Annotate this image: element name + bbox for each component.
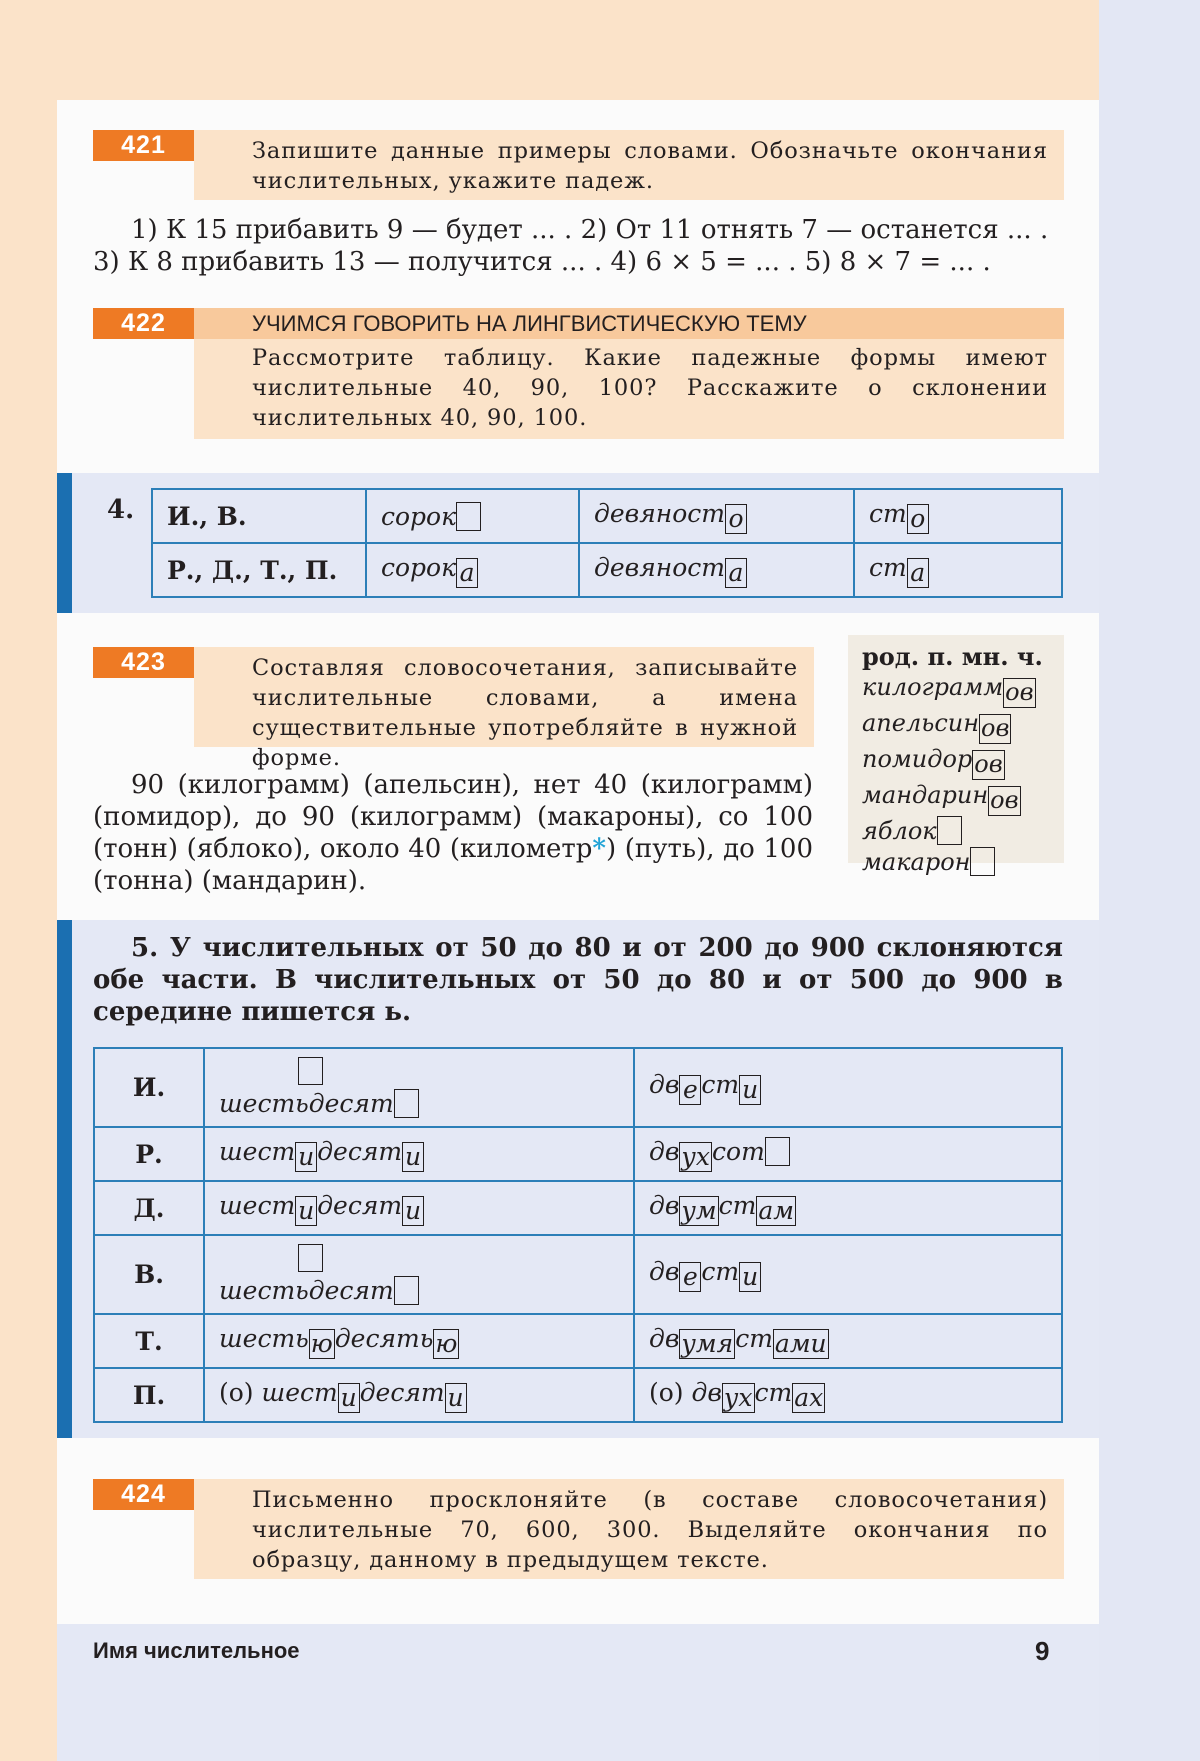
stem: шест [219, 1136, 296, 1166]
numeral-60-cell [204, 1181, 634, 1235]
stem: макарон [862, 848, 971, 876]
stem: дв [649, 1257, 680, 1286]
ending-box: е [679, 1262, 701, 1292]
stem: дв [649, 1323, 680, 1353]
ending-box: о [907, 504, 929, 534]
numeral-60-cell [204, 1048, 634, 1127]
stem: десят [317, 1190, 403, 1220]
task-422-instruction: Рассмотрите таблицу. Какие падежные формы имеют числительные 40, 90, 100? Расскажите о склонении числительных 40, 90, 100. [194, 339, 1064, 439]
numeral-60-cell [204, 1314, 634, 1368]
ending-box: умя [681, 1328, 734, 1358]
stem: дв [649, 1070, 680, 1099]
table-4-cell-100 [854, 543, 1062, 597]
stem: десять [334, 1323, 434, 1353]
table-4-case-cell: И., В. [152, 489, 366, 543]
card-item [862, 816, 1050, 847]
stem: апельсин [862, 709, 980, 737]
ending-box: ам [758, 1195, 794, 1225]
ending-box: о [725, 504, 747, 534]
task-423-instruction: Составляя словосочетания, записывайте числительные словами, а имена существительные употребляйте в нужной форме. [194, 647, 814, 747]
ending-box: е [679, 1075, 701, 1105]
table-4-side-bar [57, 473, 72, 613]
stem: ст [735, 1323, 773, 1353]
table-4-label: 4. [107, 495, 135, 525]
ending-box: и [295, 1196, 317, 1226]
numeral-60-cell [204, 1127, 634, 1181]
numeral-200-cell [634, 1048, 1062, 1127]
numeral-200-cell [634, 1368, 1062, 1422]
ending-box: ю [310, 1328, 333, 1358]
task-424-instruction: Письменно просклоняйте (в составе словосочетания) числительные 70, 600, 300. Выделяйте окончания по образцу, данному в предыдущем тексте. [194, 1479, 1064, 1579]
card-item [862, 847, 1050, 878]
ending-box: ов [1005, 678, 1034, 706]
ending-box: ов [981, 714, 1010, 742]
stem: дв [649, 1190, 680, 1220]
table-4-cell-90 [579, 543, 854, 597]
table-4-cell-40 [366, 543, 579, 597]
stem: ст [718, 1190, 757, 1220]
numeral-200-cell [634, 1235, 1062, 1314]
table-4-row-oblique [152, 543, 1062, 597]
page-number: 9 [1035, 1636, 1050, 1666]
card-item [862, 780, 1050, 816]
task-421-number: 421 [93, 130, 194, 161]
ending-box-empty [970, 847, 995, 876]
ending-box: и [739, 1075, 761, 1105]
table-4-case-cell: Р., Д., Т., П. [152, 543, 366, 597]
rule-5-row [94, 1181, 1062, 1235]
declension-table-60-200 [93, 1047, 1063, 1423]
stem: шестьдесят [219, 1276, 394, 1305]
stem: ст [701, 1257, 740, 1286]
ending-box: ух [681, 1141, 711, 1171]
card-item [862, 708, 1050, 744]
ending-box: ами [774, 1328, 827, 1358]
page-margin-right [1099, 0, 1200, 1761]
numeral-200-cell [634, 1314, 1062, 1368]
stem: ст [701, 1070, 740, 1099]
page-margin-left [0, 0, 57, 1761]
table-4-cell-40 [366, 489, 579, 543]
stem: ст [869, 552, 907, 582]
stem: десят [317, 1136, 403, 1166]
case-cell: Д. [94, 1181, 204, 1235]
case-cell: П. [94, 1368, 204, 1422]
ending-box: и [402, 1196, 424, 1226]
stem: девяност [594, 552, 725, 582]
stem: мандарин [862, 781, 989, 809]
numeral-200-cell [634, 1181, 1062, 1235]
stem: дв [649, 1136, 680, 1166]
task-422-heading: УЧИМСЯ ГОВОРИТЬ НА ЛИНГВИСТИЧЕСКУЮ ТЕМУ [194, 308, 1064, 339]
ending-box: ю [435, 1328, 458, 1358]
stem: помидор [862, 745, 973, 773]
rule-5-row [94, 1314, 1062, 1368]
ending-box: а [725, 558, 747, 588]
stem: шест [219, 1190, 296, 1220]
rule-5-row [94, 1368, 1062, 1422]
ending-box: и [445, 1383, 467, 1413]
preposition: (о) [649, 1377, 692, 1407]
genitive-plural-card [848, 635, 1064, 876]
stem: шестьдесят [219, 1089, 394, 1118]
footnote-asterisk[interactable]: * [592, 834, 607, 864]
ending-box: и [739, 1262, 761, 1292]
table-4-cell-100 [854, 489, 1062, 543]
ending-box-empty [394, 1089, 419, 1118]
rule-5-row [94, 1235, 1062, 1314]
stem: шесть [219, 1323, 309, 1353]
ending-box: ов [990, 786, 1019, 814]
ending-box: ух [723, 1382, 753, 1412]
case-cell: И. [94, 1048, 204, 1127]
numeral-200-cell [634, 1127, 1062, 1181]
declension-table-40-90-100 [151, 488, 1063, 598]
stem: сорок [381, 552, 457, 582]
stem: сорок [381, 501, 457, 531]
rule-5-row [94, 1127, 1062, 1181]
ending-box: и [295, 1142, 317, 1172]
ending-box-empty [456, 502, 481, 531]
stem: сот [712, 1136, 765, 1166]
stem: ст [869, 498, 907, 528]
footer-section-title: Имя числительное [93, 1638, 300, 1663]
ending-box: и [338, 1383, 360, 1413]
rule-5-row [94, 1048, 1062, 1127]
task-422-number: 422 [93, 308, 194, 339]
stem: шест [261, 1377, 338, 1407]
numeral-60-cell [204, 1235, 634, 1314]
case-cell: В. [94, 1235, 204, 1314]
ending-box: ах [794, 1382, 824, 1412]
ending-box: ов [974, 750, 1003, 778]
task-424-number: 424 [93, 1479, 194, 1510]
stem: дв [691, 1377, 722, 1407]
ending-box-empty [937, 816, 962, 845]
stem: яблок [862, 817, 937, 845]
task-421-instruction: Запишите данные примеры словами. Обозначьте окончания числительных, укажите падеж. [194, 130, 1064, 200]
stem: килограмм [862, 673, 1004, 701]
rule-5-text: 5. У числительных от 50 до 80 и от 200 до 900 склоняются обе части. В числительных от 50 до 80 и от 500 до 900 в середине пишется ь. [93, 933, 1063, 1027]
ending-box: а [907, 558, 929, 588]
case-cell: Т. [94, 1314, 204, 1368]
stem: ст [754, 1377, 793, 1407]
case-cell: Р. [94, 1127, 204, 1181]
ending-box: а [456, 558, 478, 588]
task-421-line2: 3) К 8 прибавить 13 — получится ... . 4) 6 × 5 = ... . 5) 8 × 7 = ... . [93, 247, 991, 277]
ending-box-empty [394, 1276, 419, 1305]
card-title: род. п. мн. ч. [862, 642, 1043, 671]
task-421-text [93, 214, 1063, 278]
card-item [862, 744, 1050, 780]
preposition: (о) [219, 1377, 262, 1407]
table-4-row-nom-acc [152, 489, 1062, 543]
ending-box: ум [681, 1195, 717, 1225]
ending-box-empty [765, 1137, 790, 1166]
stem: десят [359, 1377, 445, 1407]
task-423-text-part1: 90 (килограмм) (апельсин), нет 40 (килограмм) (помидор), до 90 (килограмм) (макароны), со 100 (тонн) (яблоко), около 40 (километр [93, 770, 813, 864]
stem: девяност [594, 498, 725, 528]
task-421-line1: 1) К 15 прибавить 9 — будет ... . 2) От 11 отнять 7 — останется ... . [131, 215, 1049, 245]
task-423-text [93, 769, 813, 897]
soft-sign-box [298, 1244, 323, 1272]
numeral-60-cell [204, 1368, 634, 1422]
rule-5-side-bar [57, 920, 72, 1438]
task-423-text-part2: ) (путь), до 100 (тонна) (мандарин). [93, 834, 813, 896]
task-423-number: 423 [93, 647, 194, 678]
table-4-cell-90 [579, 489, 854, 543]
card-item [862, 672, 1050, 708]
soft-sign-box [298, 1057, 323, 1085]
ending-box: и [402, 1142, 424, 1172]
